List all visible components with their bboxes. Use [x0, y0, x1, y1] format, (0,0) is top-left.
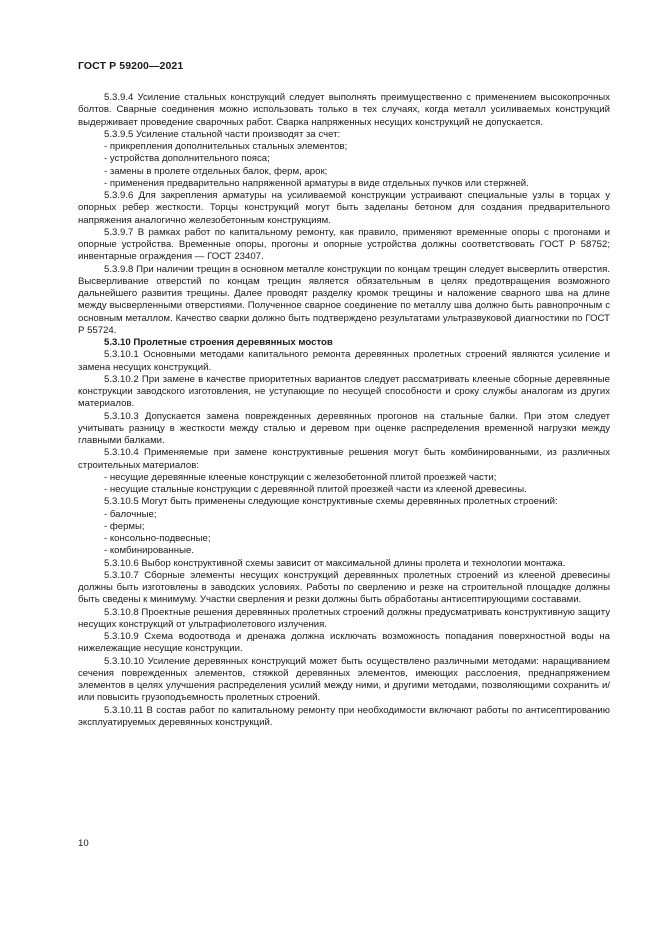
list-item: - несущие стальные конструкции с деревянной плитой проезжей части из клееной древесины. — [104, 484, 527, 495]
document-header: ГОСТ Р 59200—2021 — [78, 60, 184, 72]
paragraph: 5.3.9.8 При наличии трещин в основном металле конструкции по концам трещин следует высверлить отверстия. Высверливание отверстий по концам трещин является обязательным в целях предотвращения возможного дальнейшего развития трещины. Далее проводят разделку кромок трещины и наложение сварного шва на длине между высверленными отверстиями. Полученное сварное соединение по металлу шва должно быть равнопрочным с основным металлом. Качество сварки должно быть подтверждено результатами ультразвуковой диагностики по ГОСТ Р 55724. — [78, 263, 610, 336]
list-item: - фермы; — [104, 520, 145, 532]
paragraph: 5.3.10.4 Применяемые при замене конструктивные решения могут быть комбинированными, из различных строительных материалов: — [78, 447, 610, 471]
list-item: - устройства дополнительного пояса; — [104, 153, 270, 165]
section-heading: 5.3.10 Пролетные строения деревянных мостов — [104, 337, 333, 348]
paragraph: 5.3.9.5 Усиление стальной части производят за счет: — [104, 128, 341, 140]
paragraph: 5.3.9.7 В рамках работ по капитальному ремонту, как правило, применяют временные опоры с прогонами и опорные устройства. Временные опоры, прогоны и опорные устройства должны соответствовать ГОСТ Р 58752; инвентарные ограждения — ГОСТ 23407. — [78, 226, 610, 263]
list-item: - консольно-подвесные; — [104, 533, 211, 544]
paragraph: 5.3.9.4 Усиление стальных конструкций следует выполнять преимущественно с применением высокопрочных болтов. Сварные соединения можно использовать только в тех случаях, когда металл усиливаемых конструкций выдерживает проведение сварочных работ. Сварка напряженных несущих конструкций не допускается. — [78, 92, 610, 128]
list-item: - комбинированные. — [104, 545, 194, 557]
paragraph: 5.3.9.6 Для закрепления арматуры на усиливаемой конструкции устраивают специальные узлы в торцах у опорных ребер жесткости. Торцы конструкций могут быть заделаны бетоном для создания предварительного напряжения аналогично железобетонным конструкциям. — [78, 190, 610, 226]
paragraph: 5.3.10.1 Основными методами капитального ремонта деревянных пролетных строений являются усиление и замена несущих конструкций. — [78, 349, 610, 373]
paragraph: 5.3.10.5 Могут быть применены следующие конструктивные схемы деревянных пролетных строений: — [104, 496, 558, 508]
paragraph: 5.3.10.9 Схема водоотвода и дренажа должна исключать возможность попадания поверхностной воды на нижележащие несущие конструкции. — [78, 631, 610, 655]
paragraph: 5.3.10.6 Выбор конструктивной схемы зависит от максимальной длины пролета и технологии монтажа. — [104, 557, 566, 569]
paragraph: 5.3.10.7 Сборные элементы несущих конструкций деревянных пролетных строений из клееной древесины должны быть изготовлены в заводских условиях. Работы по сверлению и резке на строительной площадке должны быть сведены к минимуму. Участки сверления и резки должны быть обработаны антисептирующими составами. — [78, 569, 610, 606]
paragraph: 5.3.10.8 Проектные решения деревянных пролетных строений должны предусматривать конструктивную защиту несущих конструкций от ультрафиолетового излучения. — [78, 606, 610, 630]
paragraph: 5.3.10.10 Усиление деревянных конструкций может быть осуществлено различными методами: наращиванием сечения поврежденных элементов, стяжкой деревянных элементов, имеющих расслоения, преднапряжением элементов в целях улучшения распределения усилий между ними, и другими методами, позволяющими сохранить и/или повысить грузоподъемность пролетных строений. — [78, 655, 610, 704]
list-item: - несущие деревянные клееные конструкции с железобетонной плитой проезжей части; — [104, 471, 497, 483]
document-body — [78, 92, 610, 729]
list-item: - замены в пролете отдельных балок, ферм, арок; — [104, 165, 328, 177]
page-number: 10 — [78, 838, 89, 849]
list-item: - балочные; — [104, 508, 157, 520]
paragraph: 5.3.10.3 Допускается замена поврежденных деревянных прогонов на стальные балки. При этом следует учитывать разницу в жесткости между сталью и деревом при оценке распределения временной нагрузки между главными балками. — [78, 410, 610, 446]
paragraph: 5.3.10.11 В состав работ по капитальному ремонту при необходимости включают работы по антисептированию эксплуатируемых деревянных конструкций. — [78, 704, 610, 728]
list-item: - применения предварительно напряженной арматуры в виде отдельных пучков или стержней. — [104, 177, 529, 189]
paragraph: 5.3.10.2 При замене в качестве приоритетных вариантов следует рассматривать клееные сборные деревянные конструкции заводского изготовления, не уступающие по несущей способности и сроку службы аналогам из других материалов. — [78, 373, 610, 410]
list-item: - прикрепления дополнительных стальных элементов; — [104, 141, 348, 152]
